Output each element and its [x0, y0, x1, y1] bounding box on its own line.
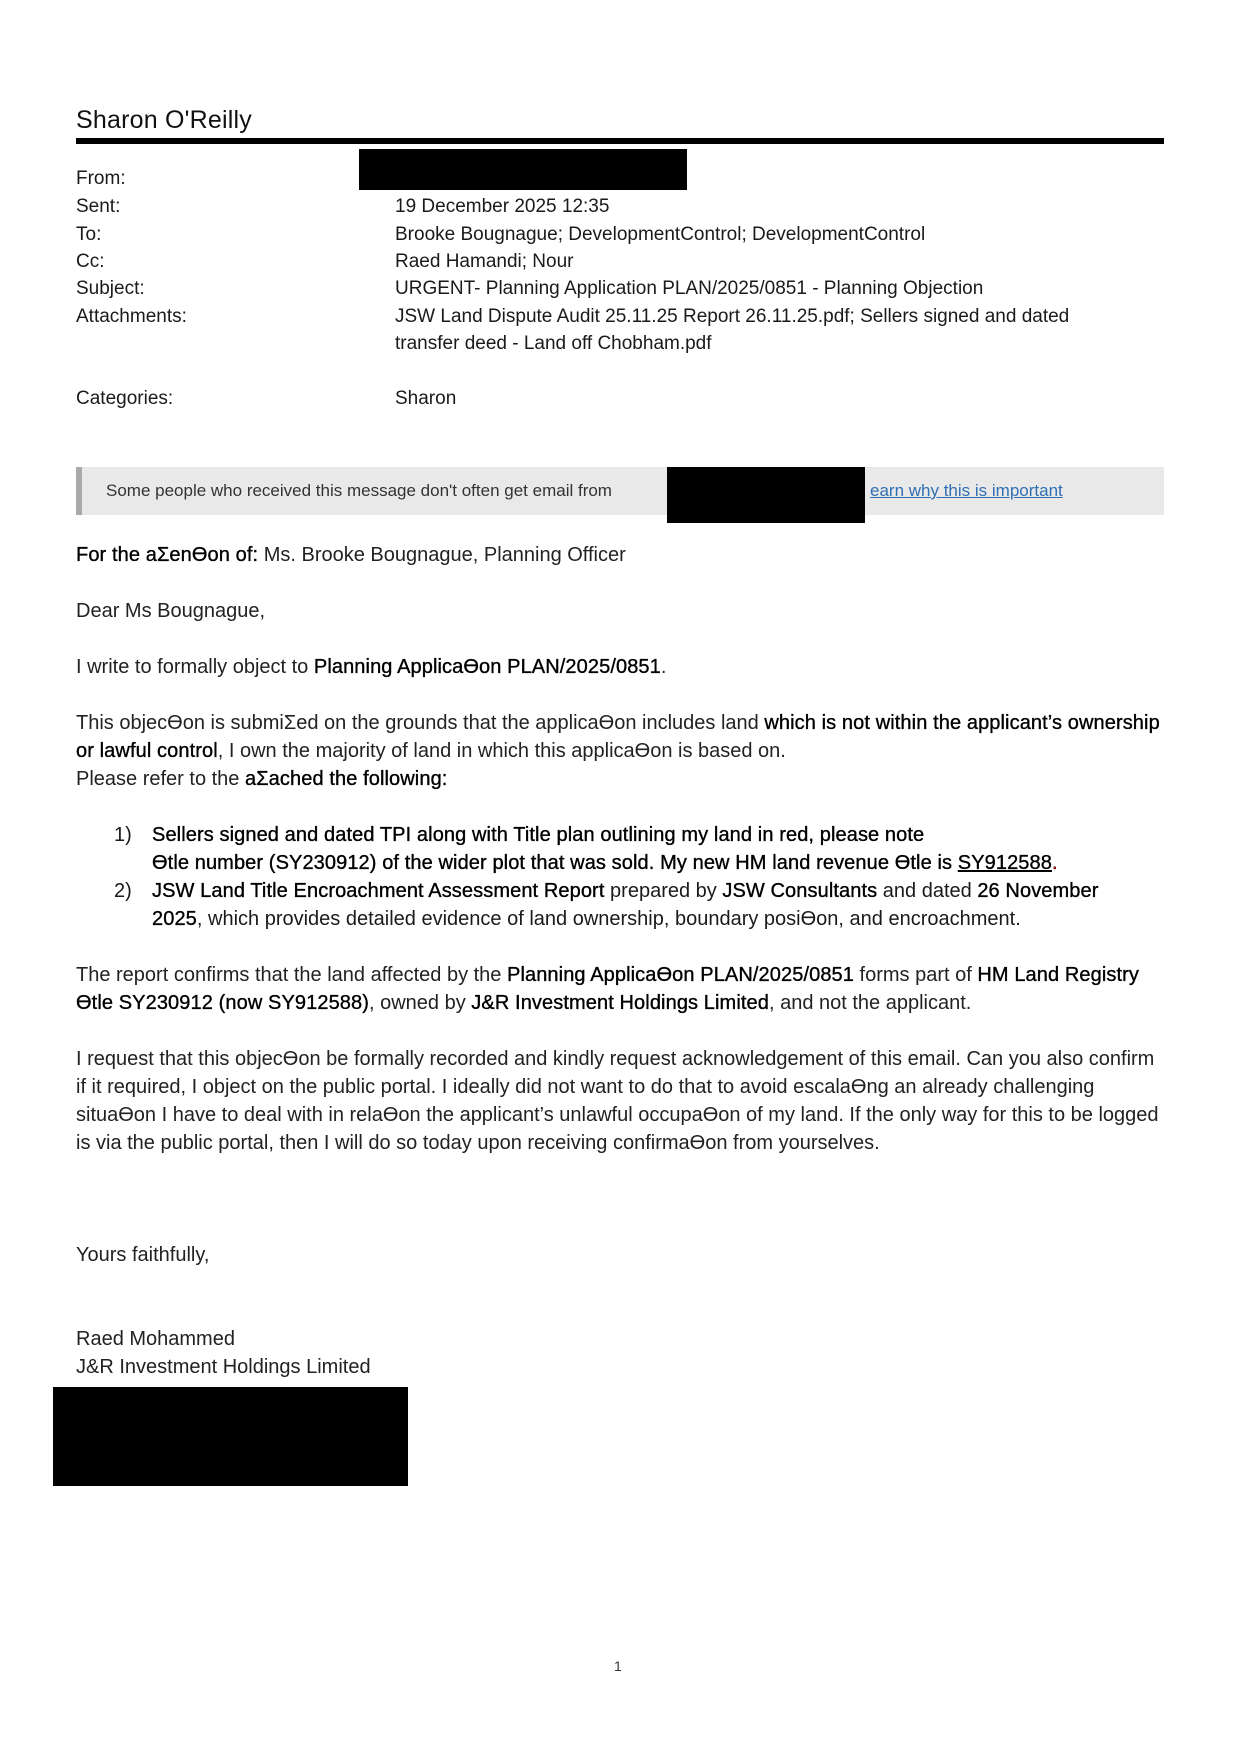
li2-text-2: and dated: [877, 880, 978, 902]
li2-text-3: , which provides detailed evidence of land ownership, boundary posiƟon, and encroachment.: [196, 908, 1021, 930]
attachments-label: Attachments:: [76, 306, 187, 327]
p2-emphasis: which is not within the applicant’s ownership or lawful control: [76, 712, 1160, 762]
p2-attached: aΣached the following:: [244, 768, 448, 790]
paragraph-1: [76, 653, 1166, 681]
redacted-sender-address: [667, 467, 865, 523]
p3-title-ref: HM Land Registry Ɵtle SY230912 (now SY912588): [76, 964, 1140, 1014]
page-title: Sharon O'Reilly: [76, 106, 252, 134]
signature-name: Raed Mohammed: [76, 1328, 235, 1350]
consultant-name: JSW Consultants: [722, 880, 878, 902]
salutation: Dear Ms Bougnague,: [76, 600, 266, 622]
new-title-number: SY912588: [957, 852, 1052, 874]
p2-text: This objecƟon is submiΣed on the grounds that the applicaƟon includes land: [76, 712, 765, 734]
cc-value: Raed Hamandi; Nour: [395, 251, 574, 272]
redacted-from-address: [359, 149, 687, 190]
categories-label: Categories:: [76, 388, 174, 409]
red-period: .: [1051, 852, 1058, 874]
attention-label: For the aΣenƟon of:: [76, 544, 259, 566]
li1-line1: Sellers signed and dated TPI along with Title plan outlining my land in red, please note: [152, 824, 925, 846]
redacted-signature-block: [53, 1387, 408, 1486]
attention-line: [76, 541, 1166, 569]
banner-text: Some people who received this message don't often get email from: [106, 481, 612, 500]
p1-text: I write to formally object to: [76, 656, 314, 678]
paragraph-4: I request that this objecƟon be formally recorded and kindly request acknowledgement of this email. Can you also confirm if it required, I object on the public portal. I ideally did not want to do that to avoid escalaƟng an already challenging situaƟon I have to deal with in relaƟon the applicant’s unlawful occupaƟon of my land. If the only way for this to be logged is via the public portal, then I will do so today upon receiving confirmaƟon from yourselves.: [76, 1048, 1159, 1154]
p3-text-4: , and not the applicant.: [768, 992, 972, 1014]
subject-label: Subject:: [76, 278, 145, 299]
sent-label: Sent:: [76, 196, 121, 217]
p3-text: The report confirms that the land affected by the: [76, 964, 507, 986]
list-item-number: 1): [114, 824, 132, 846]
page-number: 1: [614, 1658, 622, 1674]
signature-company: J&R Investment Holdings Limited: [76, 1356, 371, 1378]
paragraph-2: [76, 709, 1166, 793]
learn-why-link[interactable]: earn why this is important: [870, 481, 1063, 500]
attention-value: Ms. Brooke Bougnague, Planning Officer: [258, 544, 626, 566]
report-date: 26 November 2025: [152, 880, 1099, 930]
p1-application-ref: Planning ApplicaƟon PLAN/2025/0851: [313, 656, 661, 678]
p3-application-ref: Planning ApplicaƟon PLAN/2025/0851: [507, 964, 854, 986]
from-label: From:: [76, 168, 126, 189]
paragraph-3: [76, 961, 1166, 1017]
to-label: To:: [76, 224, 102, 245]
title-divider: [76, 138, 1164, 144]
li1-line2: Ɵtle number (SY230912) of the wider plot that was sold. My new HM land revenue Ɵtle is: [152, 852, 958, 874]
sent-value: 19 December 2025 12:35: [395, 196, 610, 217]
categories-value: Sharon: [395, 388, 457, 409]
li2-text: prepared by: [604, 880, 723, 902]
list-item-text: [152, 877, 1152, 933]
cc-label: Cc:: [76, 251, 105, 272]
p3-text-3: , owned by: [369, 992, 472, 1014]
p2-refer: Please refer to the: [76, 768, 245, 790]
p3-text-2: forms part of: [854, 964, 978, 986]
closing: Yours faithfully,: [76, 1244, 210, 1266]
p2-text-cont: , I own the majority of land in which this applicaƟon is based on.: [217, 740, 786, 762]
attachments-value-line1: JSW Land Dispute Audit 25.11.25 Report 26.11.25.pdf; Sellers signed and dated: [395, 306, 1070, 327]
subject-value: URGENT- Planning Application PLAN/2025/0851 - Planning Objection: [395, 278, 984, 299]
list-item-number: 2): [114, 880, 132, 902]
p3-owner: J&R Investment Holdings Limited: [471, 992, 769, 1014]
report-name: JSW Land Title Encroachment Assessment Report: [152, 880, 605, 902]
to-value: Brooke Bougnague; DevelopmentControl; DevelopmentControl: [395, 224, 926, 245]
p1-end: .: [660, 656, 667, 678]
attachments-value-line2: transfer deed - Land off Chobham.pdf: [395, 333, 712, 354]
list-item-text: [152, 821, 1152, 877]
external-sender-banner: [76, 467, 1164, 515]
